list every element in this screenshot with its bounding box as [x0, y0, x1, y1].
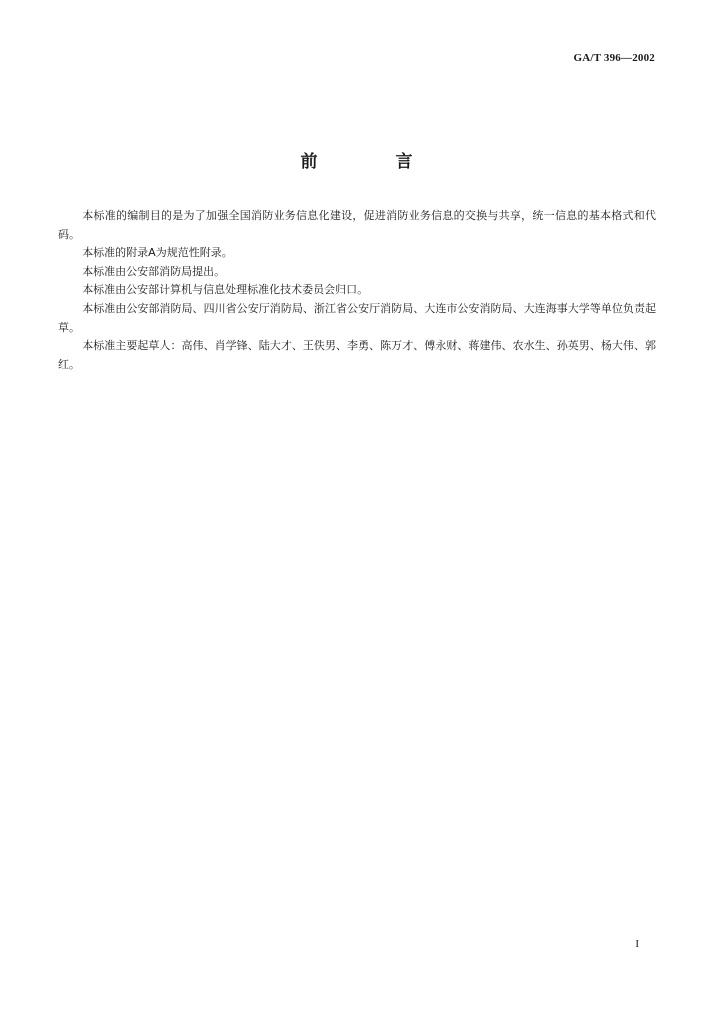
- paragraph-proposer: 本标准由公安部消防局提出。: [82, 264, 226, 278]
- paragraph-annex: 本标准的附录A为规范性附录。: [82, 246, 233, 260]
- paragraph-centralizer: 本标准由公安部计算机与信息处理标准化技术委员会归口。: [82, 283, 369, 297]
- page-title: 前 言: [300, 152, 449, 172]
- standard-code: GA/T 396—2002: [573, 52, 655, 64]
- paragraph-drafters: 本标准主要起草人：高伟、肖学锋、陆大才、王佚男、李勇、陈万才、傅永财、蒋建伟、农水生、孙英男、杨大伟、郭红。: [58, 339, 656, 371]
- foreword-body: [58, 207, 656, 374]
- paragraph-drafting-units: 本标准由公安部消防局、四川省公安厅消防局、浙江省公安厅消防局、大连市公安消防局、大连海事大学等单位负责起草。: [58, 301, 656, 334]
- paragraph-purpose: 本标准的编制目的是为了加强全国消防业务信息化建设，促进消防业务信息的交换与共享，统一信息的基本格式和代码。: [58, 209, 656, 241]
- page-number: I: [635, 938, 639, 950]
